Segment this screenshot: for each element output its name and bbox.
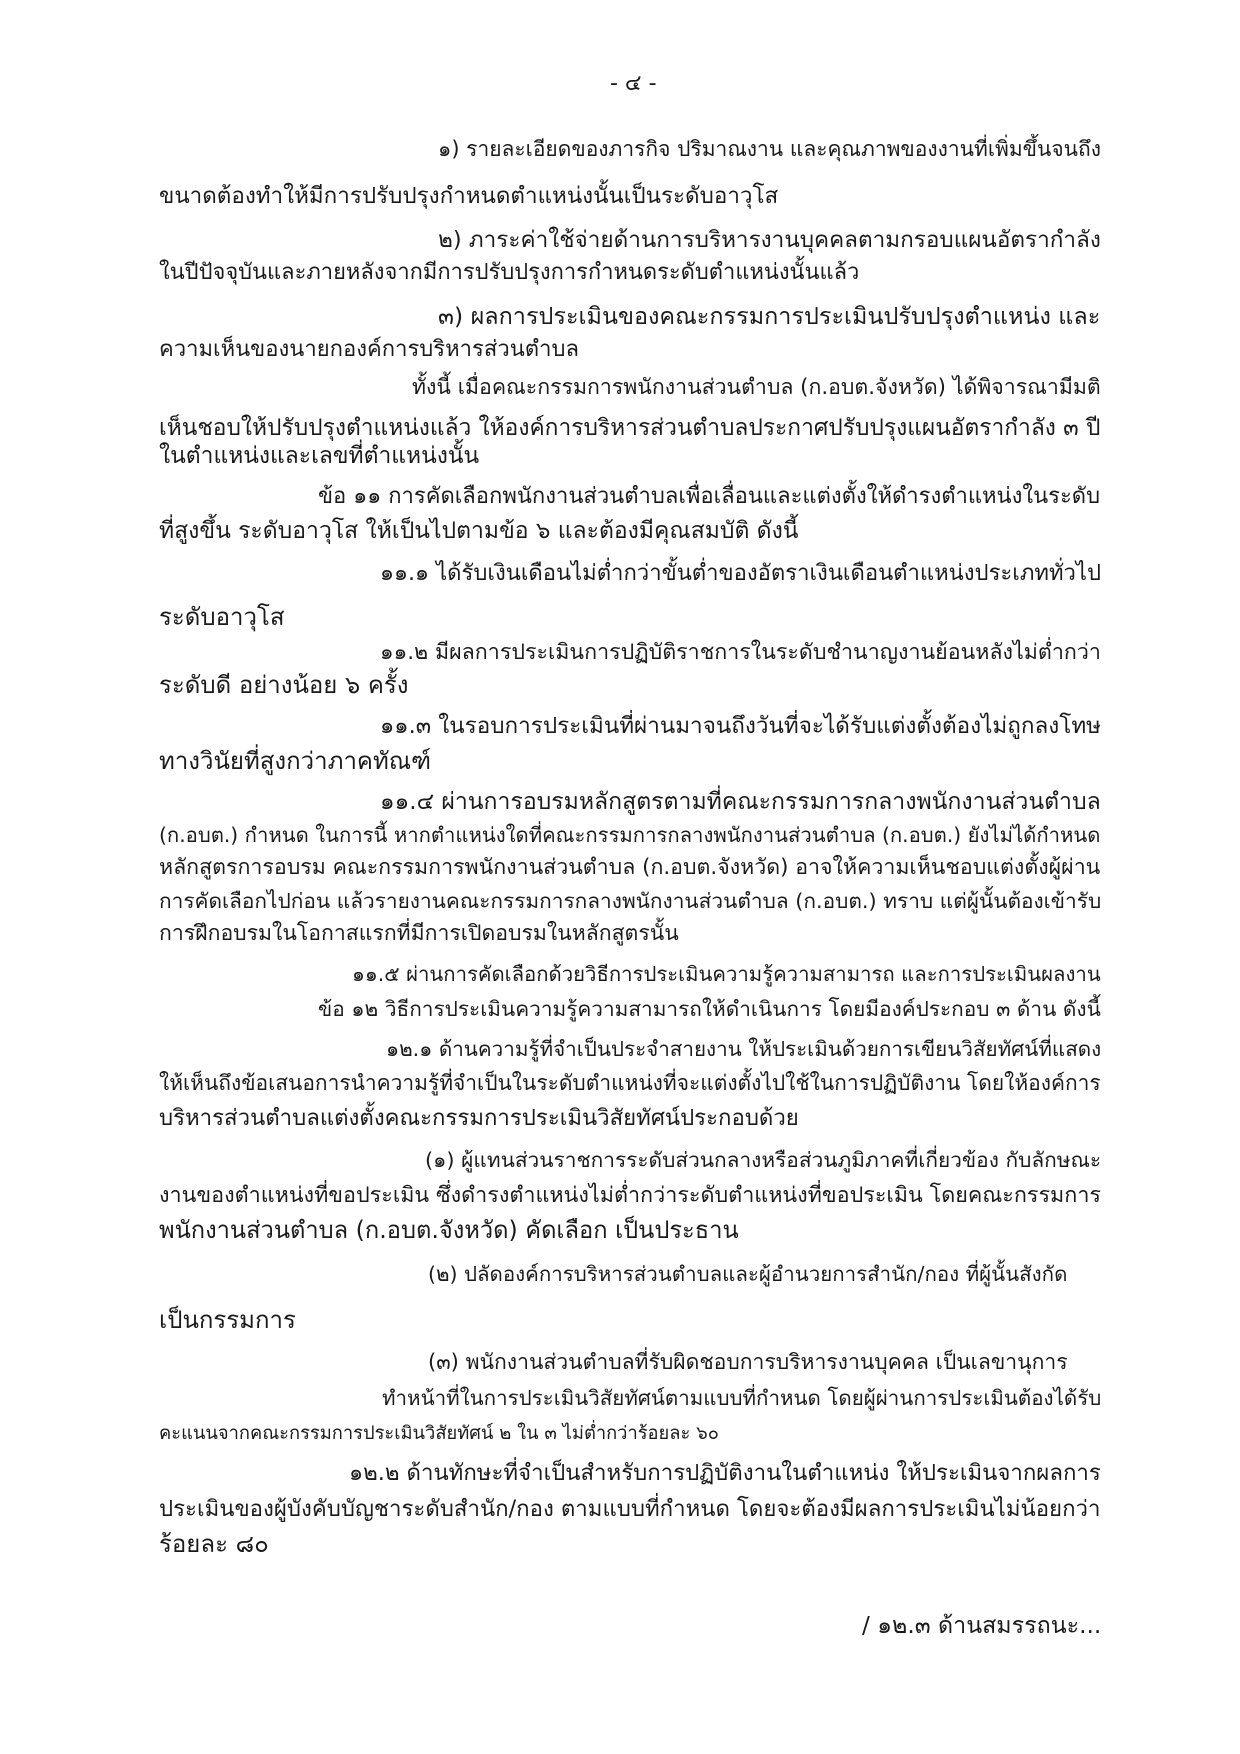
- text-line: งานของตำแหน่งที่ขอประเมิน ซึ่งดำรงตำแหน่งไม่ต่ำกว่าระดับตำแหน่งที่ขอประเมิน โดยคณะกรรมการ: [159, 1183, 1102, 1208]
- text-line: ประเมินของผู้บังคับบัญชาระดับสำนัก/กอง ตามแบบที่กำหนด โดยจะต้องมีผลการประเมินไม่น้อยกว่า: [159, 1496, 1101, 1522]
- text-line: ๑) รายละเอียดของภารกิจ ปริมาณงาน และคุณภาพของงานที่เพิ่มขึ้นจนถึง: [438, 137, 1101, 161]
- text-line: ระดับอาวุโส: [159, 603, 285, 631]
- text-line: ทั้งนี้ เมื่อคณะกรรมการพนักงานส่วนตำบล (ก.อบต.จังหวัด) ได้พิจารณามีมติ: [412, 375, 1101, 400]
- text-line: ให้เห็นถึงข้อเสนอการนำความรู้ที่จำเป็นในระดับตำแหน่งที่จะแต่งตั้งไปใช้ในการปฏิบัติงาน โดยให้องค์การ: [159, 1071, 1101, 1095]
- page-number: - ๔ -: [610, 71, 657, 96]
- text-line: พนักงานส่วนตำบล (ก.อบต.จังหวัด) คัดเลือก เป็นประธาน: [159, 1216, 739, 1244]
- text-line: ข้อ ๑๒ วิธีการประเมินความรู้ความสามารถให้ดำเนินการ โดยมีองค์ประกอบ ๓ ด้าน ดังนี้: [318, 997, 1101, 1021]
- text-line: การฝึกอบรมในโอกาสแรกที่มีการเปิดอบรมในหลักสูตรนั้น: [159, 921, 679, 946]
- text-line: (๒) ปลัดองค์การบริหารส่วนตำบลและผู้อำนวยการสำนัก/กอง ที่ผู้นั้นสังกัด: [428, 1262, 1068, 1286]
- continuation-note: / ๑๒.๓ ด้านสมรรถนะ...: [862, 1612, 1102, 1639]
- text-line: (๑) ผู้แทนส่วนราชการระดับส่วนกลางหรือส่วนภูมิภาคที่เกี่ยวข้อง กับลักษณะ: [425, 1148, 1102, 1172]
- text-line: (ก.อบต.) กำหนด ในการนี้ หากตำแหน่งใดที่คณะกรรมการกลางพนักงานส่วนตำบล (ก.อบต.) ยังไม่ได้กำหนด: [159, 823, 1101, 847]
- text-line: ๑๑.๔ ผ่านการอบรมหลักสูตรตามที่คณะกรรมการกลางพนักงานส่วนตำบล: [380, 789, 1101, 815]
- text-line: ข้อ ๑๑ การคัดเลือกพนักงานส่วนตำบลเพื่อเลื่อนและแต่งตั้งให้ดำรงตำแหน่งในระดับ: [318, 484, 1101, 509]
- text-line: ๑๒.๑ ด้านความรู้ที่จำเป็นประจำสายงาน ให้ประเมินด้วยการเขียนวิสัยทัศน์ที่แสดง: [386, 1037, 1102, 1061]
- text-line: ร้อยละ ๘๐: [159, 1530, 269, 1558]
- text-line: เป็นกรรมการ: [159, 1306, 296, 1334]
- text-line: (๓) พนักงานส่วนตำบลที่รับผิดชอบการบริหารงานบุคคล เป็นเลขานุการ: [428, 1349, 1068, 1374]
- text-line: ขนาดต้องทำให้มีการปรับปรุงกำหนดตำแหน่งนั้นเป็นระดับอาวุโส: [159, 183, 779, 209]
- text-line: ความเห็นของนายกองค์การบริหารส่วนตำบล: [159, 337, 579, 362]
- text-line: บริหารส่วนตำบลแต่งตั้งคณะกรรมการประเมินวิสัยทัศน์ประกอบด้วย: [159, 1105, 799, 1131]
- text-line: ๑๑.๓ ในรอบการประเมินที่ผ่านมาจนถึงวันที่จะได้รับแต่งตั้งต้องไม่ถูกลงโทษ: [380, 713, 1101, 739]
- text-line: ระดับดี อย่างน้อย ๖ ครั้ง: [159, 671, 409, 699]
- text-line: ทางวินัยที่สูงกว่าภาคทัณฑ์: [159, 747, 431, 775]
- text-line: ๑๑.๒ มีผลการประเมินการปฏิบัติราชการในระดับชำนาญงานย้อนหลังไม่ต่ำกว่า: [380, 640, 1101, 665]
- text-line: ๑๒.๒ ด้านทักษะที่จำเป็นสำหรับการปฏิบัติงานในตำแหน่ง ให้ประเมินจากผลการ: [349, 1460, 1101, 1486]
- text-line: เห็นชอบให้ปรับปรุงตำแหน่งแล้ว ให้องค์การบริหารส่วนตำบลประกาศปรับปรุงแผนอัตรากำลัง ๓ ปี: [159, 415, 1101, 441]
- text-line: ทำหน้าที่ในการประเมินวิสัยทัศน์ตามแบบที่กำหนด โดยผู้ผ่านการประเมินต้องได้รับ: [382, 1386, 1102, 1410]
- text-line: ในปีปัจจุบันและภายหลังจากมีการปรับปรุงการกำหนดระดับตำแหน่งนั้นแล้ว: [159, 260, 860, 285]
- text-line: ๑๑.๕ ผ่านการคัดเลือกด้วยวิธีการประเมินความรู้ความสามารถ และการประเมินผลงาน: [352, 962, 1101, 986]
- text-line: ที่สูงขึ้น ระดับอาวุโส ให้เป็นไปตามข้อ ๖ และต้องมีคุณสมบัติ ดังนี้: [159, 518, 799, 544]
- text-line: ๓) ผลการประเมินของคณะกรรมการประเมินปรับปรุงตำแหน่ง และ: [438, 302, 1101, 330]
- text-line: หลักสูตรการอบรม คณะกรรมการพนักงานส่วนตำบล (ก.อบต.จังหวัด) อาจให้ความเห็นชอบแต่งตั้งผู้ผ่าน: [159, 855, 1101, 880]
- text-line: การคัดเลือกไปก่อน แล้วรายงานคณะกรรมการกลางพนักงานส่วนตำบล (ก.อบต.) ทราบ แต่ผู้นั้นต้องเข้ารับ: [159, 889, 1102, 913]
- text-line: ๑๑.๑ ได้รับเงินเดือนไม่ต่ำกว่าขั้นต่ำของอัตราเงินเดือนตำแหน่งประเภททั่วไป: [380, 560, 1102, 586]
- text-line: คะแนนจากคณะกรรมการประเมินวิสัยทัศน์ ๒ ใน ๓ ไม่ต่ำกว่าร้อยละ ๖๐: [159, 1423, 719, 1444]
- text-line: ในตำแหน่งและเลขที่ตำแหน่งนั้น: [159, 443, 480, 469]
- text-line: ๒) ภาระค่าใช้จ่ายด้านการบริหารงานบุคคลตามกรอบแผนอัตรากำลัง: [438, 227, 1101, 253]
